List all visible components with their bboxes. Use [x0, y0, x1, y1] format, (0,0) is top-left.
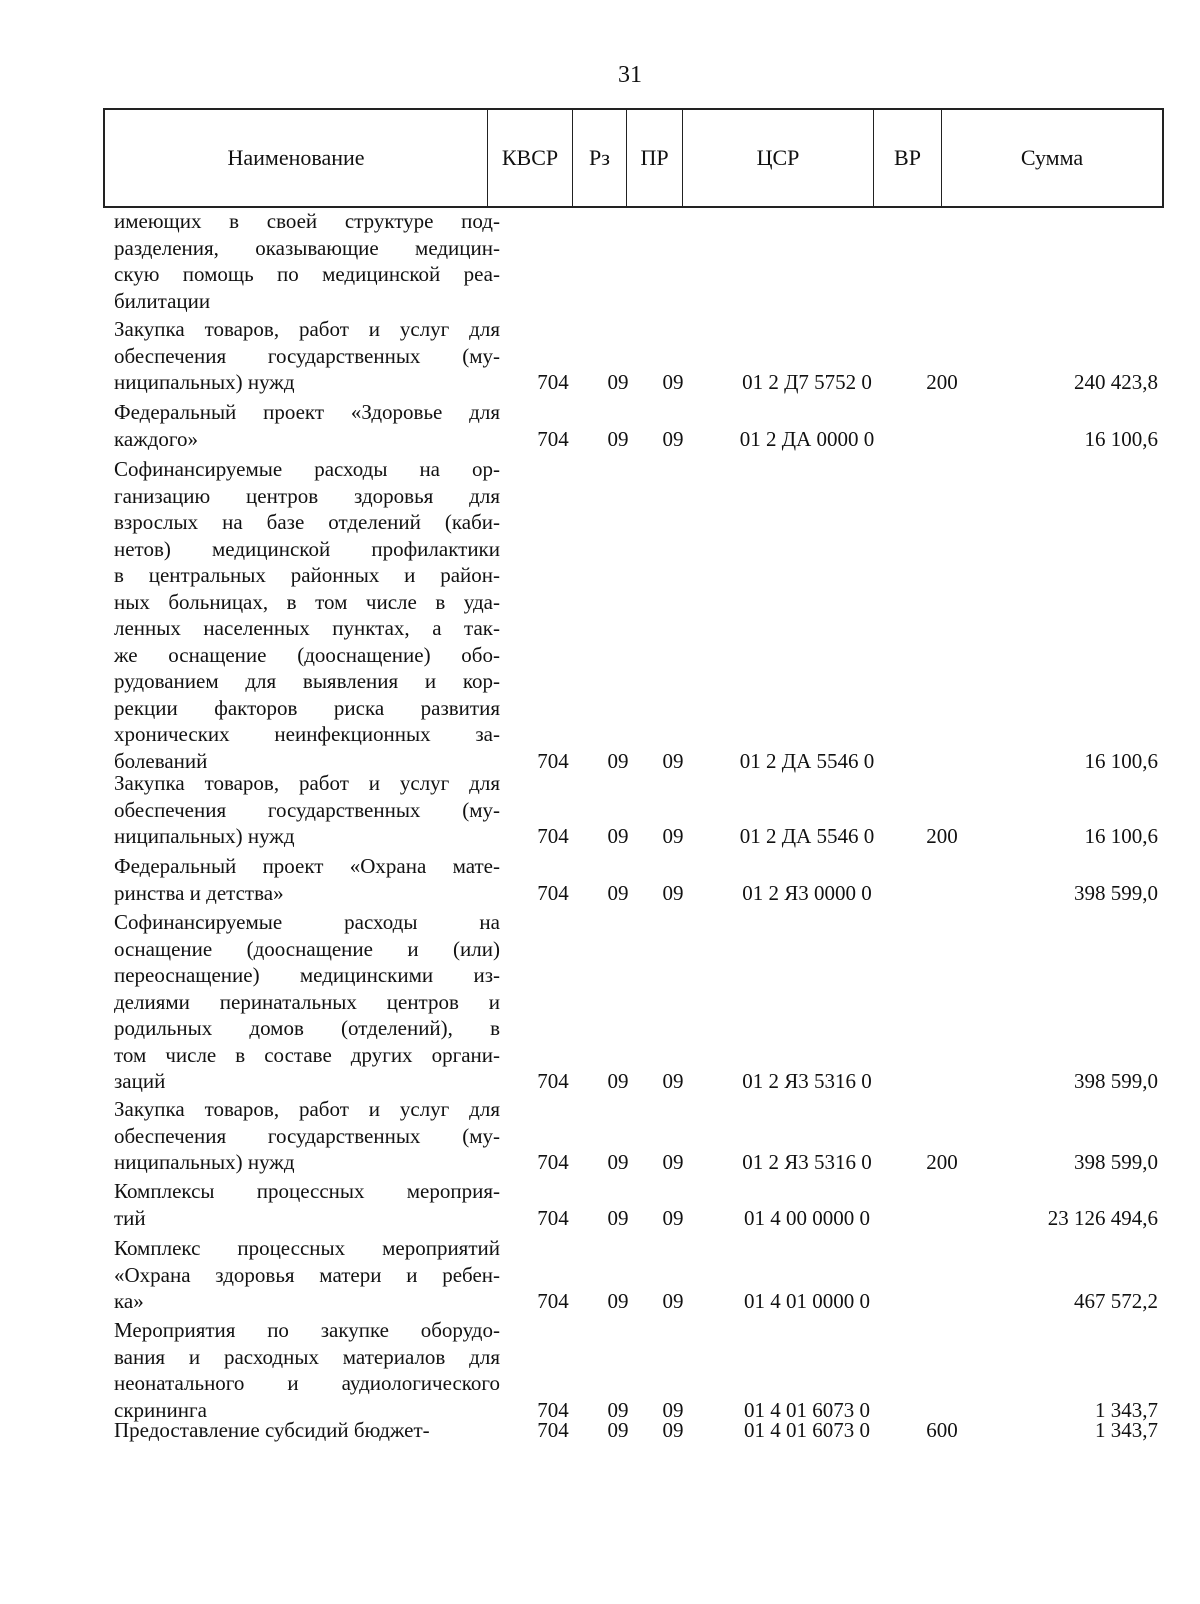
column-header-name: Наименование	[227, 145, 365, 170]
row-name-line: в центральных районных и район-	[114, 563, 500, 587]
row-name	[114, 1096, 500, 1176]
row-pr: 09	[662, 1069, 684, 1093]
row-name-line: Мероприятия по закупке оборудо-	[114, 1318, 500, 1342]
row-name-line: нетов) медицинской профилактики	[114, 536, 500, 561]
row-vr: 600	[926, 1418, 958, 1442]
row-csr: 01 2 Я3 5316 0	[742, 1150, 872, 1174]
row-pr: 09	[662, 1150, 684, 1174]
row-sum: 467 572,2	[1074, 1289, 1158, 1313]
row-name-line: оснащение (дооснащение и (или)	[114, 936, 500, 961]
row-rz: 09	[607, 1397, 629, 1422]
row-name-line: разделения, оказывающие медицин-	[114, 235, 500, 260]
row-name-line: обеспечения государственных (му-	[114, 797, 500, 822]
column-header-vr: ВР	[873, 110, 941, 206]
row-kvsr: 704	[537, 1397, 569, 1422]
row-name-line: болеваний	[114, 748, 208, 773]
page-number: 31	[618, 62, 642, 88]
row-kvsr: 704	[537, 370, 569, 394]
row-name-line: имеющих в своей структуре под-	[114, 209, 500, 233]
row-name-line: Закупка товаров, работ и услуг для	[114, 1097, 500, 1121]
row-kvsr: 704	[537, 1150, 569, 1174]
row-name-line: ка»	[114, 1289, 144, 1313]
row-name	[114, 316, 500, 396]
column-header-pr: ПР	[626, 110, 682, 206]
row-name-line: Комплекс процессных мероприятий	[114, 1236, 500, 1260]
column-header-sum: Сумма	[941, 110, 1162, 206]
row-pr: 09	[662, 748, 684, 773]
row-name-line: рекции факторов риска развития	[114, 695, 500, 720]
row-sum: 23 126 494,6	[1047, 1205, 1158, 1230]
row-pr: 09	[662, 1418, 684, 1442]
row-rz: 09	[607, 880, 629, 905]
column-header-csr: ЦСР	[682, 110, 873, 206]
row-kvsr: 704	[537, 748, 569, 773]
row-csr: 01 2 Д7 5752 0	[742, 370, 872, 394]
row-csr: 01 4 00 0000 0	[744, 1205, 870, 1230]
column-header-kvsr: КВСР	[487, 110, 572, 206]
row-name-line: ганизацию центров здоровья для	[114, 483, 500, 508]
row-vr: 200	[926, 824, 958, 848]
row-name	[114, 770, 500, 850]
row-name-line: неонатального и аудиологического	[114, 1371, 500, 1395]
row-name-line: Федеральный проект «Здоровье для	[114, 400, 500, 424]
row-name-line: ринства и детства»	[114, 880, 284, 905]
row-sum: 16 100,6	[1084, 748, 1158, 773]
row-kvsr: 704	[537, 1289, 569, 1313]
row-name	[114, 909, 500, 1095]
row-name	[114, 1178, 500, 1231]
table-header	[103, 108, 1164, 208]
row-pr: 09	[662, 824, 684, 848]
row-name-line: скую помощь по медицинской реа-	[114, 262, 500, 286]
row-sum: 398 599,0	[1074, 880, 1158, 905]
row-pr: 09	[662, 1289, 684, 1313]
row-sum: 1 343,7	[1095, 1418, 1158, 1442]
row-csr: 01 2 Я3 0000 0	[742, 880, 872, 905]
row-rz: 09	[607, 1069, 629, 1093]
row-name-line: Комплексы процессных мероприя-	[114, 1179, 500, 1203]
row-name-line: Софинансируемые расходы на	[114, 910, 500, 934]
row-name	[114, 1317, 500, 1423]
row-kvsr: 704	[537, 880, 569, 905]
row-name-line: делиями перинатальных центров и	[114, 989, 500, 1014]
row-rz: 09	[607, 1150, 629, 1174]
row-name-line: ниципальных) нужд	[114, 370, 295, 394]
row-pr: 09	[662, 370, 684, 394]
row-sum: 240 423,8	[1074, 370, 1158, 394]
row-name-line: Закупка товаров, работ и услуг для	[114, 317, 500, 341]
row-name-line: Софинансируемые расходы на ор-	[114, 457, 500, 481]
row-csr: 01 4 01 0000 0	[744, 1289, 870, 1313]
row-kvsr: 704	[537, 1069, 569, 1093]
row-kvsr: 704	[537, 426, 569, 451]
row-name-line: Предоставление субсидий бюджет-	[114, 1418, 430, 1442]
row-name-line: же оснащение (дооснащение) обо-	[114, 642, 500, 667]
row-kvsr: 704	[537, 824, 569, 848]
row-rz: 09	[607, 1418, 629, 1442]
row-name-line: вания и расходных материалов для	[114, 1344, 500, 1369]
row-rz: 09	[607, 1289, 629, 1313]
row-kvsr: 704	[537, 1205, 569, 1230]
row-name	[114, 853, 500, 906]
row-name-line: заций	[114, 1069, 166, 1093]
row-name-line: ниципальных) нужд	[114, 824, 295, 848]
row-name-line: Закупка товаров, работ и услуг для	[114, 771, 500, 795]
row-sum: 398 599,0	[1074, 1150, 1158, 1174]
row-pr: 09	[662, 426, 684, 451]
row-csr: 01 2 ДА 5546 0	[739, 824, 875, 848]
row-name-line: взрослых на базе отделений (каби-	[114, 510, 500, 534]
row-vr: 200	[926, 1150, 958, 1174]
row-sum: 1 343,7	[1095, 1397, 1158, 1422]
row-name	[114, 399, 500, 452]
row-name-line: Федеральный проект «Охрана мате-	[114, 854, 500, 878]
column-header-rz: Рз	[572, 110, 626, 206]
row-name-line: каждого»	[114, 426, 198, 451]
row-name-line: хронических неинфекционных за-	[114, 722, 500, 746]
row-name-line: рудованием для выявления и кор-	[114, 669, 500, 693]
row-name-line: тий	[114, 1205, 146, 1230]
row-name-line: скрининга	[114, 1397, 207, 1422]
row-name-line: ленных населенных пунктах, а так-	[114, 616, 500, 640]
row-kvsr: 704	[537, 1418, 569, 1442]
row-name-line: переоснащение) медицинскими из-	[114, 963, 500, 987]
row-csr: 01 2 Я3 5316 0	[742, 1069, 872, 1093]
row-pr: 09	[662, 1397, 684, 1422]
row-name	[114, 1417, 500, 1444]
row-sum: 16 100,6	[1084, 824, 1158, 848]
row-csr: 01 2 ДА 5546 0	[739, 748, 875, 773]
row-name-line: родильных домов (отделений), в	[114, 1016, 500, 1040]
row-name	[114, 1235, 500, 1315]
row-rz: 09	[607, 1205, 629, 1230]
row-name-line: обеспечения государственных (му-	[114, 1123, 500, 1148]
row-csr: 01 4 01 6073 0	[744, 1397, 870, 1422]
row-name-line: билитации	[114, 288, 211, 313]
row-pr: 09	[662, 880, 684, 905]
row-csr: 01 2 ДА 0000 0	[739, 426, 875, 451]
row-name-line: обеспечения государственных (му-	[114, 343, 500, 368]
row-name-line: ниципальных) нужд	[114, 1150, 295, 1174]
row-name-line: том числе в составе других органи-	[114, 1042, 500, 1067]
row-sum: 16 100,6	[1084, 426, 1158, 451]
row-rz: 09	[607, 370, 629, 394]
row-vr: 200	[926, 370, 958, 394]
row-name	[114, 208, 500, 314]
row-pr: 09	[662, 1205, 684, 1230]
row-rz: 09	[607, 426, 629, 451]
row-name-line: «Охрана здоровья матери и ребен-	[114, 1262, 500, 1287]
row-rz: 09	[607, 748, 629, 773]
row-name	[114, 456, 500, 774]
row-csr: 01 4 01 6073 0	[744, 1418, 870, 1442]
row-rz: 09	[607, 824, 629, 848]
row-name-line: ных больницах, в том числе в уда-	[114, 589, 500, 614]
row-sum: 398 599,0	[1074, 1069, 1158, 1093]
